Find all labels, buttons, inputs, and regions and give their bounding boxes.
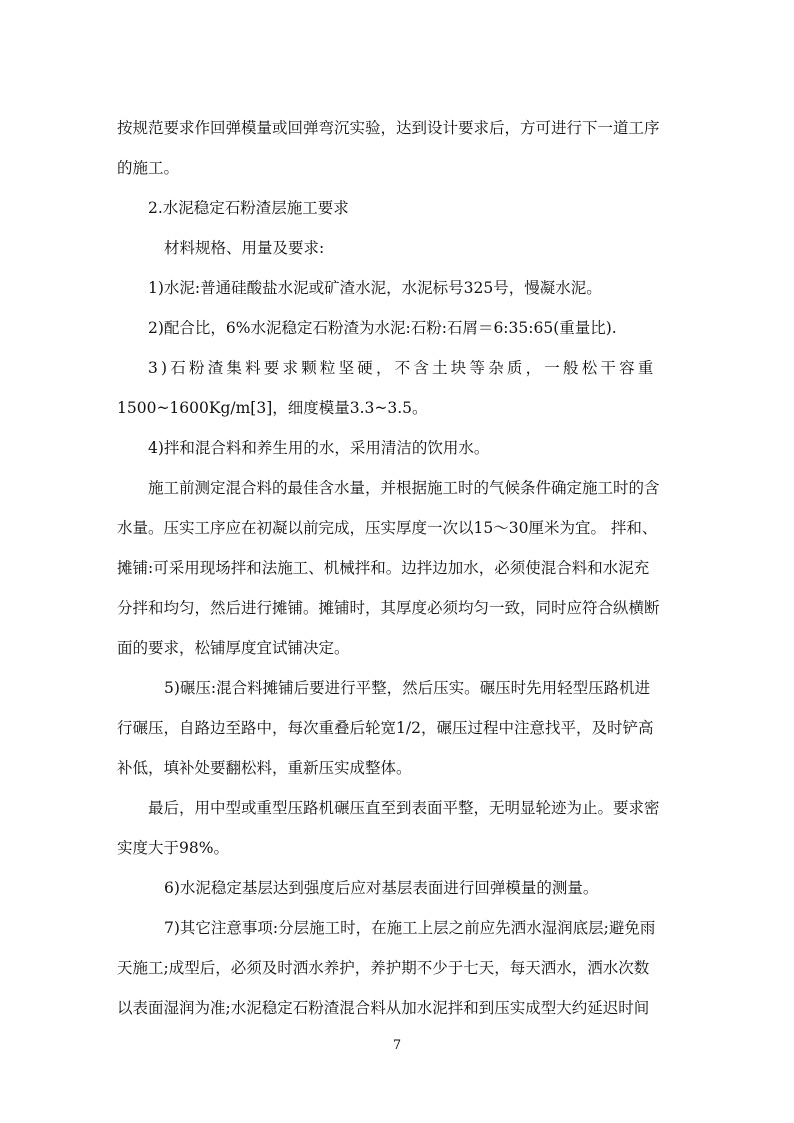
heading-text: 材料规格、用量及要求: [164,239,325,257]
text-line: 水量。压实工序应在初凝以前完成，压实厚度一次以15～30厘米为宜。 拌和、 [117,519,658,537]
list-item-mix-ratio [117,308,677,348]
list-item-water [117,428,677,468]
section-heading-2 [117,188,677,228]
text-line: 6)水泥稳定基层达到强度后应对基层表面进行回弹模量的测量。 [164,879,599,897]
text-line: 以表面湿润为准;水泥稳定石粉渣混合料从加水泥拌和到压实成型大约延迟时间 [117,999,650,1017]
text-line: 天施工;成型后，必须及时洒水养护，养护期不少于七天，每天洒水，洒水次数 [117,959,650,977]
text-line: 补低，填补处要翻松料，重新压实成整体。 [117,759,412,777]
text-line: 4)拌和混合料和养生用的水，采用清洁的饮用水。 [148,439,490,457]
text-line: 面的要求，松铺厚度宜试铺决定。 [117,639,350,657]
text-line: 2)配合比，6%水泥稳定石粉渣为水泥:石粉:石屑＝6:35:65(重量比). [148,319,617,337]
text-line: 按规范要求作回弹模量或回弹弯沉实验，达到设计要求后，方可进行下一道工序 [117,119,660,137]
text-line: 5)碾压:混合料摊铺后要进行平整，然后压实。碾压时先用轻型压路机进 [164,679,651,697]
text-line: 7)其它注意事项:分层施工时，在施工上层之前应先洒水湿润底层;避免雨 [164,919,656,937]
materials-heading [117,228,677,268]
paragraph-test-requirement [117,108,677,188]
text-line: 最后，用中型或重型压路机碾压直至到表面平整，无明显轮迹为止。要求密 [148,799,660,817]
list-item-aggregate [117,348,677,428]
text-line: 摊铺:可采用现场拌和法施工、机械拌和。边拌边加水，必须使混合料和水泥充 [117,559,650,577]
text-line: 行碾压，自路边至路中，每次重叠后轮宽1/2，碾压过程中注意找平，及时铲高 [117,719,654,737]
list-item-modulus-test [117,868,677,908]
list-item-other-notes [117,908,677,1028]
heading-text: 2.水泥稳定石粉渣层施工要求 [148,199,349,217]
text-line: 实度大于98%。 [117,839,229,857]
document-page [117,108,677,1028]
text-line: 的施工。 [117,159,180,177]
list-item-compaction [117,668,677,788]
text-line: 1)水泥:普通硅酸盐水泥或矿渣水泥，水泥标号325号，慢凝水泥。 [148,279,602,297]
page-number: 7 [392,1038,402,1053]
text-line: 施工前测定混合料的最佳含水量，并根据施工时的气候条件确定施工时的含 [148,479,660,497]
paragraph-construction [117,468,677,668]
paragraph-finally [117,788,677,868]
text-line: 分拌和均匀，然后进行摊铺。摊铺时，其厚度必须均匀一致，同时应符合纵横断 [117,599,660,617]
text-line: 3)石粉渣集料要求颗粒坚硬，不含土块等杂质，一般松干容重 [148,359,657,377]
text-line: 1500~1600Kg/m[3]，细度模量3.3~3.5。 [117,399,428,417]
list-item-cement [117,268,677,308]
